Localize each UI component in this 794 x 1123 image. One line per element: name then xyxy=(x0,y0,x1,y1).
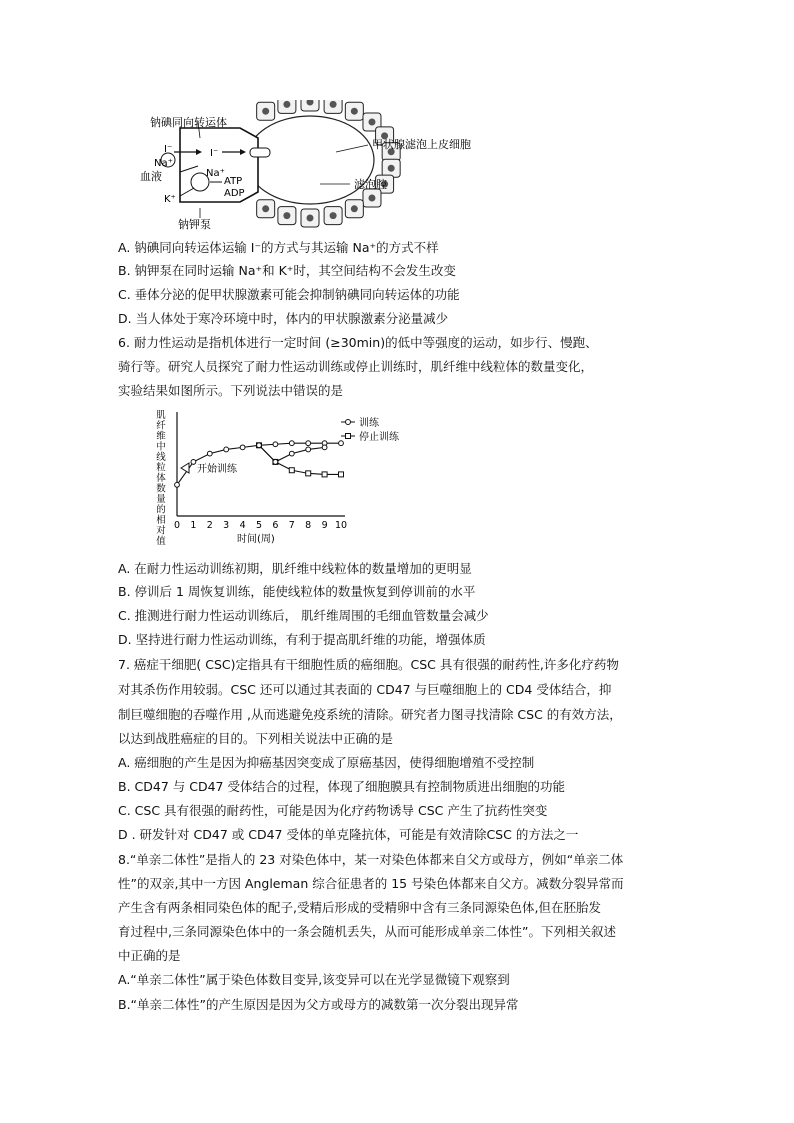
x-tick-label: 0 xyxy=(173,520,181,531)
q7-option-a: A. 癌细胞的产生是因为抑癌基因突变成了原癌基因，使得细胞增殖不受控制 xyxy=(118,755,535,770)
q7-stem-line3: 制巨噬细胞的吞噬作用 ,从而逃避免疫系统的清除。研究者力图寻找清除 CSC 的有效方法， xyxy=(118,707,622,722)
q8-option-a: A.“单亲二体性”属于染色体数目变异,该变异可以在光学显微镜下观察到 xyxy=(118,972,510,987)
data-point xyxy=(289,468,294,473)
data-point xyxy=(289,451,294,456)
q7-option-c: C. CSC 具有很强的耐药性，可能是因为化疗药物诱导 CSC 产生了抗药性突变 xyxy=(118,803,548,818)
x-tick-label: 2 xyxy=(206,520,213,531)
cell-nucleus xyxy=(307,215,314,222)
x-tick-label: 7 xyxy=(288,520,295,531)
x-tick-label: 6 xyxy=(272,520,279,531)
data-point xyxy=(273,442,278,447)
cell-nucleus xyxy=(283,212,290,219)
y-label-char: 肌 xyxy=(156,410,166,421)
q5-option-a: A. 钠碘同向转运体运输 I⁻的方式与其运输 Na⁺的方式不样 xyxy=(118,240,439,255)
legend-marker-train xyxy=(346,420,351,425)
data-point xyxy=(191,460,196,465)
mitochondria-chart xyxy=(155,408,425,553)
q5-option-d: D. 当人体处于寒冷环境中时，体内的甲状腺激素分泌量减少 xyxy=(118,311,449,326)
y-label-char: 相 xyxy=(156,515,166,526)
ion-i-right: I⁻ xyxy=(210,148,219,159)
y-axis-label xyxy=(156,410,166,547)
chart-svg xyxy=(155,408,425,553)
cell-nucleus xyxy=(388,165,395,172)
q8-stem-line3: 产生含有两条相同染色体的配子,受精后形成的受精卵中含有三条同源染色体,但在胚胎发 xyxy=(118,900,601,915)
legend-train: 训练 xyxy=(359,418,379,429)
cell-nucleus xyxy=(330,101,337,108)
data-point xyxy=(322,445,327,450)
y-label-char: 值 xyxy=(156,536,166,547)
x-ticks xyxy=(174,520,347,531)
x-tick-label: 9 xyxy=(321,520,328,531)
data-point xyxy=(257,443,262,448)
q8-stem-line5: 中正确的是 xyxy=(118,948,181,963)
y-label-char: 数 xyxy=(156,483,166,495)
follicle-svg xyxy=(140,100,520,235)
q8-stem-line2: 性”的双亲,其中一方因 Angleman 综合征患者的 15 号染色体都来自父方。减数分裂异常而 xyxy=(118,876,624,891)
label-pump: 钠钾泵 xyxy=(178,218,211,231)
x-tick-label: 3 xyxy=(223,520,230,531)
x-tick-label: 10 xyxy=(334,520,348,531)
data-point xyxy=(339,472,344,477)
q5-option-b: B. 钠钾泵在同时运输 Na⁺和 K⁺时，其空间结构不会发生改变 xyxy=(118,263,456,278)
q7-option-b: B. CD47 与 CD47 受体结合的过程，体现了细胞膜具有控制物质进出细胞的功能 xyxy=(118,779,565,794)
data-point xyxy=(322,472,327,477)
q6-option-b: B. 停训后 1 周恢复训练，能使线粒体的数量恢复到停训前的水平 xyxy=(118,584,476,599)
label-cell: 甲状腺滤泡上皮细胞 xyxy=(372,138,471,151)
cell-nucleus xyxy=(368,194,375,201)
y-label-char: 体 xyxy=(156,473,166,484)
legend-stop: 停止训练 xyxy=(359,432,399,443)
data-point xyxy=(339,441,344,446)
q7-option-d: D . 研发针对 CD47 或 CD47 受体的单克隆抗体，可能是有效清除CSC 的方法之一 xyxy=(118,827,579,842)
data-point xyxy=(240,445,245,450)
data-point xyxy=(273,460,278,465)
label-symporter: 钠碘同向转运体 xyxy=(150,116,227,129)
data-point xyxy=(306,441,311,446)
y-label-char: 的 xyxy=(156,504,166,516)
ion-i-left: I⁻ xyxy=(164,144,173,155)
y-label-char: 维 xyxy=(156,431,166,442)
q7-stem-line2: 对其杀伤作用较弱。CSC 还可以通过其表面的 CD47 与巨噬细胞上的 CD4 受体结合，抑 xyxy=(118,682,612,697)
atp-label: ATP xyxy=(224,176,243,187)
q6-option-a: A. 在耐力性运动训练初期，肌纤维中线粒体的数量增加的更明显 xyxy=(118,561,472,576)
data-point xyxy=(306,471,311,476)
x-tick-label: 5 xyxy=(255,520,263,531)
data-point xyxy=(175,482,180,487)
q5-option-c: C. 垂体分泌的促甲状腺激素可能会抑制钠碘同向转运体的功能 xyxy=(118,287,460,302)
cell-nucleus xyxy=(351,205,358,212)
cell-nucleus xyxy=(368,119,375,126)
q8-option-b: B.“单亲二体性”的产生原因是因为父方或母方的减数第一次分裂出现异常 xyxy=(118,997,519,1012)
q6-option-c: C. 推测进行耐力性运动训练后， 肌纤维周围的毛细血管数量会减少 xyxy=(118,608,489,623)
q7-stem-line1: 7. 癌症干细肥( CSC)定指具有干细胞性质的癌细胞。CSC 具有很强的耐药性,许多化疗药物 xyxy=(118,657,619,672)
ion-k: K⁺ xyxy=(164,194,176,205)
cell-nucleus xyxy=(330,212,337,219)
cell-nucleus xyxy=(351,108,358,115)
x-axis-label: 时间(周) xyxy=(237,534,275,545)
cell-nucleus xyxy=(262,108,269,115)
epithelial-cell xyxy=(180,128,258,202)
channel xyxy=(250,148,270,157)
y-label-char: 线 xyxy=(156,452,166,463)
q6-stem-line3: 实验结果如图所示。下列说法中错误的是 xyxy=(118,383,344,398)
thyroid-follicle-diagram xyxy=(140,100,520,235)
y-label-char: 粒 xyxy=(156,462,166,474)
y-label-char: 对 xyxy=(156,525,166,537)
data-point xyxy=(306,447,311,452)
ion-na-right: Na⁺ xyxy=(206,168,225,179)
cell-nucleus xyxy=(283,101,290,108)
y-label-char: 纤 xyxy=(156,420,166,432)
annotation-start: 开始训练 xyxy=(197,464,237,475)
annotation-arrow-icon xyxy=(181,463,189,473)
q6-stem-line1: 6. 耐力性运动是指机体进行一定时间 (≥30min)的低中等强度的运动，如步行、慢跑、 xyxy=(118,335,598,350)
series-line xyxy=(259,445,341,474)
x-tick-label: 4 xyxy=(239,520,246,531)
ion-na-left: Na⁺ xyxy=(154,158,173,169)
legend-marker-stop xyxy=(346,434,351,439)
q7-stem-line4: 以达到战胜癌症的目的。下列相关说法中正确的是 xyxy=(118,731,394,746)
label-lumen: 滤泡腔 xyxy=(354,178,387,191)
data-point xyxy=(289,441,294,446)
adp-label: ADP xyxy=(224,188,245,199)
data-point xyxy=(224,447,229,452)
q8-stem-line4: 育过程中,三条同源染色体中的一条会随机丢失，从而可能形成单亲二体性”。下列相关叙述 xyxy=(118,924,616,939)
q6-stem-line2: 骑行等。研究人员探究了耐力性运动训练或停止训练时，肌纤维中线粒体的数量变化， xyxy=(118,359,594,374)
q8-stem-line1: 8.“单亲二体性”是指人的 23 对染色体中，某一对染色体都来自父方或母方，例如“单亲二体 xyxy=(118,852,624,867)
x-tick-label: 1 xyxy=(190,520,197,531)
data-point xyxy=(207,451,212,456)
cell-nucleus xyxy=(262,205,269,212)
y-label-char: 中 xyxy=(156,441,166,453)
q6-option-d: D. 坚持进行耐力性运动训练，有利于提高肌纤维的功能，增强体质 xyxy=(118,632,486,647)
label-blood: 血液 xyxy=(140,170,162,183)
x-tick-label: 8 xyxy=(305,520,312,531)
y-label-char: 量 xyxy=(156,494,166,505)
